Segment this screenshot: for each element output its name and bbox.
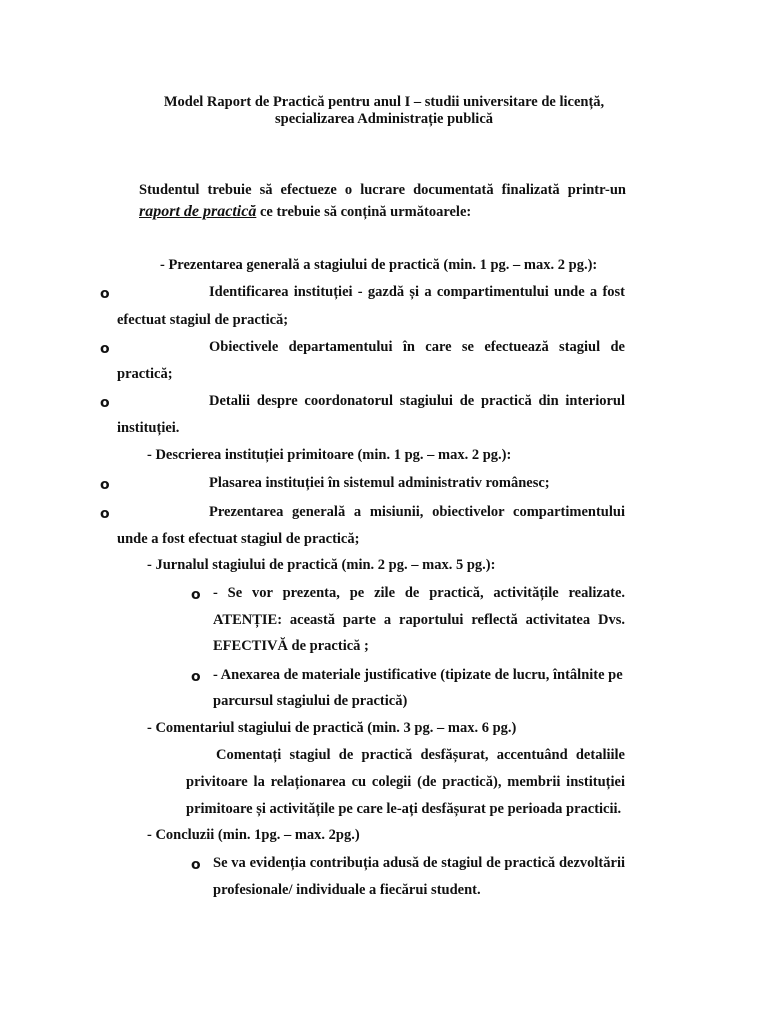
item-objectives-line-1: Obiectivele departamentului în care se efectuează stagiul de	[209, 339, 625, 355]
commentary-line-3: primitoare și activitățile pe care le-ați desfășurat pe perioada practicii.	[186, 801, 622, 817]
section-heading-journal: - Jurnalul stagiului de practică (min. 2 pg. – max. 5 pg.):	[147, 557, 496, 573]
commentary-line-2: privitoare la relaționarea cu colegii (de practică), membrii instituției	[186, 774, 625, 790]
intro-line-2-rest: ce trebuie să conțină următoarele:	[256, 204, 472, 220]
bullet-marker: o	[100, 477, 110, 493]
section-heading-institution: - Descrierea instituției primitoare (min. 1 pg. – max. 2 pg.):	[147, 447, 512, 463]
item-coordinator-line-1: Detalii despre coordonatorul stagiului de practică din interiorul	[209, 393, 625, 409]
bullet-marker: o	[191, 669, 201, 685]
item-mission-line-1: Prezentarea generală a misiunii, obiectivelor compartimentului	[209, 504, 625, 520]
item-annex-line-2: parcursul stagiului de practică)	[213, 693, 408, 709]
intro-line-1: Studentul trebuie să efectueze o lucrare documentată finalizată printr-un	[139, 182, 626, 198]
section-heading-conclusions: - Concluzii (min. 1pg. – max. 2pg.)	[147, 827, 360, 843]
item-annex-line-1: - Anexarea de materiale justificative (tipizate de lucru, întâlnite pe	[213, 667, 623, 683]
item-conclusions-line-2: profesionale/ individuale a fiecărui student.	[213, 882, 481, 898]
item-placement: Plasarea instituției în sistemul administrativ românesc;	[209, 475, 550, 491]
bullet-marker: o	[100, 506, 110, 522]
bullet-marker: o	[100, 286, 110, 302]
item-mission-line-2: unde a fost efectuat stagiul de practică;	[117, 531, 360, 547]
bullet-marker: o	[191, 857, 201, 873]
document-title-line-2: specializarea Administrație publică	[274, 111, 494, 127]
intro-emphasis: raport de practică	[139, 203, 257, 220]
item-journal-activities-line-1: - Se vor prezenta, pe zile de practică, activitățile realizate.	[213, 585, 625, 601]
bullet-marker: o	[191, 587, 201, 603]
item-journal-activities-line-3: EFECTIVĂ de practică ;	[213, 638, 369, 654]
item-objectives-line-2: practică;	[117, 366, 173, 382]
bullet-marker: o	[100, 395, 110, 411]
intro-line-2	[139, 203, 471, 221]
section-heading-commentary: - Comentariul stagiului de practică (min. 3 pg. – max. 6 pg.)	[147, 720, 517, 736]
item-identification-line-2: efectuat stagiul de practică;	[117, 312, 289, 328]
bullet-marker: o	[100, 341, 110, 357]
item-journal-activities-line-2: ATENȚIE: această parte a raportului reflectă activitatea Dvs.	[213, 612, 625, 628]
section-heading-general: - Prezentarea generală a stagiului de practică (min. 1 pg. – max. 2 pg.):	[160, 257, 598, 273]
document-title-line-1: Model Raport de Practică pentru anul I – studii universitare de licență,	[163, 94, 605, 110]
commentary-line-1: Comentați stagiul de practică desfășurat, accentuând detaliile	[216, 747, 625, 763]
item-coordinator-line-2: instituției.	[117, 420, 180, 436]
item-conclusions-line-1: Se va evidenția contribuția adusă de stagiul de practică dezvoltării	[213, 855, 625, 871]
item-identification-line-1: Identificarea instituției - gazdă și a compartimentului unde a fost	[209, 284, 625, 300]
